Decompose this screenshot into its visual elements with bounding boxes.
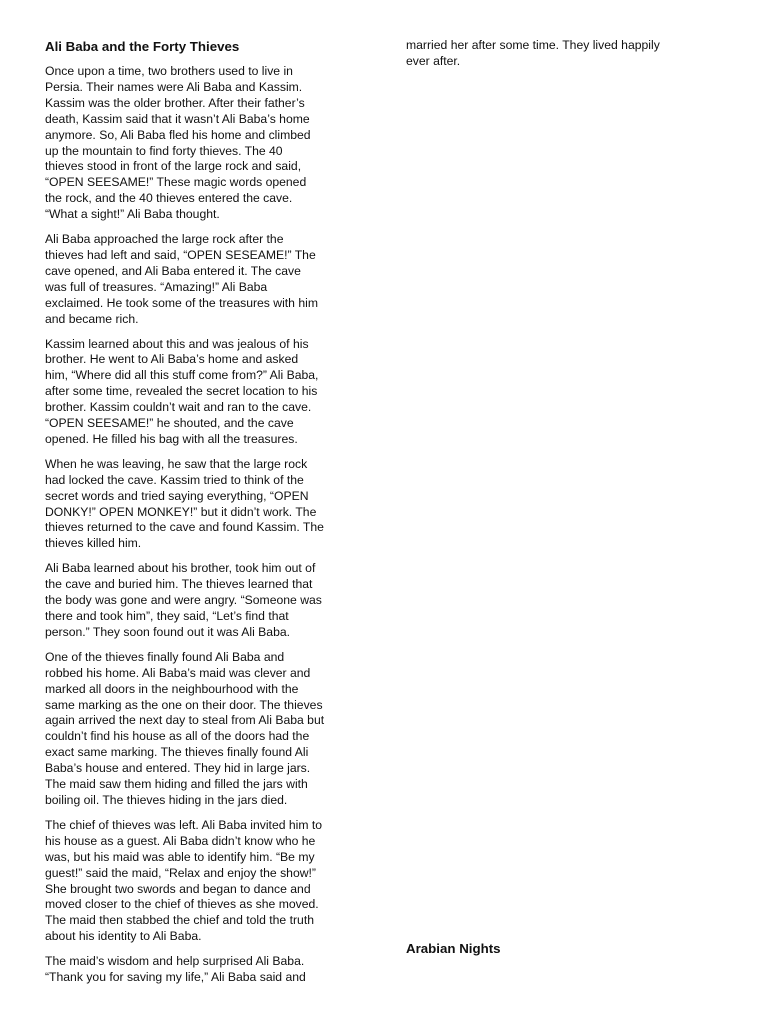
paragraph: One of the thieves finally found Ali Baba and robbed his home. Ali Baba’s maid was clever and marked all doors in the neighbourhood with the same marking as the one on their door. The thieves again arrived the next day to steal from Ali Baba but couldn’t find his house as all of the doors had the exact same marking. The thieves finally found Ali Baba’s house and entered. They hid in large jars. The maid saw them hiding and filled the jars with boiling oil. The thieves hiding in the jars died.	[45, 649, 325, 807]
paragraph: Kassim learned about this and was jealous of his brother. He went to Ali Baba’s home and asked him, “Where did all this stuff come from?” Ali Baba, after some time, revealed the secret location to his brother. Kassim couldn’t wait and ran to the cave. “OPEN SEESAME!” he shouted, and the cave opened. He filled his bag with all the treasures.	[45, 336, 319, 446]
paragraph: Once upon a time, two brothers used to live in Persia. Their names were Ali Baba and Kassim. Kassim was the older brother. After their father’s death, Kassim said that it wasn’t Ali Baba’s home anymore. So, Ali Baba fled his home and climbed up the mountain to find forty thieves. The 40 thieves stood in front of the large rock and said, “OPEN SEESAME!” These magic words opened the rock, and the 40 thieves entered the cave. “What a sight!” Ali Baba thought.	[45, 64, 311, 222]
paragraph: When he was leaving, he saw that the large rock had locked the cave. Kassim tried to think of the secret words and tried saying everything, “OPEN DONKY!” OPEN MONKEY!” but it didn’t work. The thieves returned to the cave and found Kassim. The thieves killed him.	[45, 456, 324, 551]
paragraph: Ali Baba approached the large rock after the thieves had left and said, “OPEN SESEAME!” The cave opened, and Ali Baba entered it. The cave was full of treasures. “Amazing!” Ali Baba exclaimed. He took some of the treasures with him and became rich.	[45, 232, 318, 326]
paragraph: The chief of thieves was left. Ali Baba invited him to his house as a guest. Ali Baba didn’t know who he was, but his maid was able to identify him. “Be my guest!” said the maid, “Relax and enjoy the show!” She brought two swords and began to dance and moved closer to the chief of thieves as she moved. The maid then stabbed the chief and told the truth about his identity to Ali Baba.	[45, 817, 323, 944]
paragraph: Ali Baba learned about his brother, took him out of the cave and buried him. The thieves learned that the body was gone and were angry. “Someone was there and took him”, they said, “Let’s find that person.” They soon found out it was Ali Baba.	[45, 561, 322, 639]
section-heading-arabian-nights: Arabian Nights	[406, 941, 501, 956]
paragraph: The maid’s wisdom and help surprised Ali Baba. “Thank you for saving my life,” Ali Baba said and	[45, 954, 306, 985]
document-title: Ali Baba and the Forty Thieves	[45, 39, 240, 54]
paragraph-continuation: married her after some time. They lived happily ever after.	[406, 38, 660, 68]
left-column	[45, 38, 365, 995]
right-column	[406, 38, 706, 79]
